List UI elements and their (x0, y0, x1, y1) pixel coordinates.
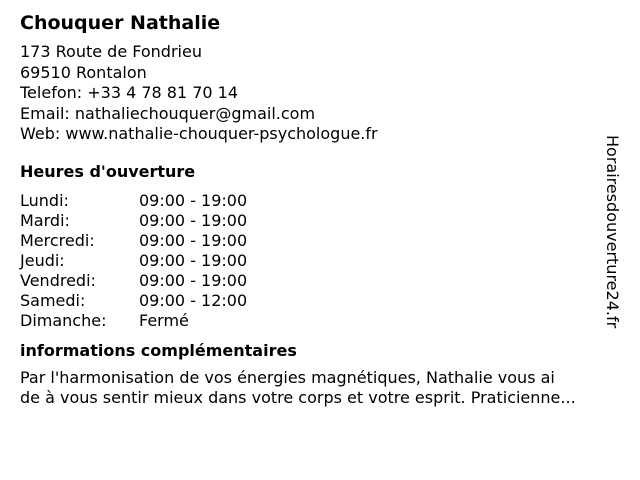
hours-day: Jeudi: (20, 250, 65, 270)
hours-day: Lundi: (20, 190, 69, 210)
hours-row (20, 251, 620, 271)
hours-time: 09:00 - 19:00 (139, 190, 248, 210)
business-card (20, 10, 620, 409)
hours-time: Fermé (139, 310, 189, 330)
hours-day: Vendredi: (20, 270, 96, 290)
hours-time: 09:00 - 19:00 (139, 270, 248, 290)
hours-row (20, 231, 620, 251)
info-heading: informations complémentaires (20, 340, 297, 360)
phone-text: Telefon: +33 4 78 81 70 14 (20, 83, 239, 102)
hours-time: 09:00 - 12:00 (139, 290, 248, 310)
hours-row (20, 191, 620, 211)
hours-heading: Heures d'ouverture (20, 161, 196, 181)
description-line: de à vous sentir mieux dans votre corps et votre esprit. Praticienne... (20, 388, 576, 407)
contact-block (20, 42, 620, 145)
hours-day: Mercredi: (20, 230, 95, 250)
hours-time: 09:00 - 19:00 (139, 210, 248, 230)
description-line: Par l'harmonisation de vos énergies magnétiques, Nathalie vous ai (20, 367, 555, 387)
address-street: 173 Route de Fondrieu (20, 42, 202, 61)
hours-table (20, 191, 620, 331)
hours-row (20, 311, 620, 331)
email-text: Email: nathaliechouquer@gmail.com (20, 103, 316, 123)
hours-time: 09:00 - 19:00 (139, 230, 248, 250)
hours-row (20, 291, 620, 311)
hours-day: Dimanche: (20, 310, 107, 330)
watermark (603, 135, 632, 345)
hours-row (20, 211, 620, 231)
address-city: 69510 Rontalon (20, 62, 147, 82)
website-text: Web: www.nathalie-chouquer-psychologue.fr (20, 124, 378, 143)
description (20, 368, 630, 409)
hours-row (20, 271, 620, 291)
watermark-text: Horairesdouverture24.fr (603, 135, 622, 329)
hours-day: Samedi: (20, 290, 86, 310)
hours-day: Mardi: (20, 210, 70, 230)
business-name: Chouquer Nathalie (20, 12, 221, 34)
hours-time: 09:00 - 19:00 (139, 250, 248, 270)
